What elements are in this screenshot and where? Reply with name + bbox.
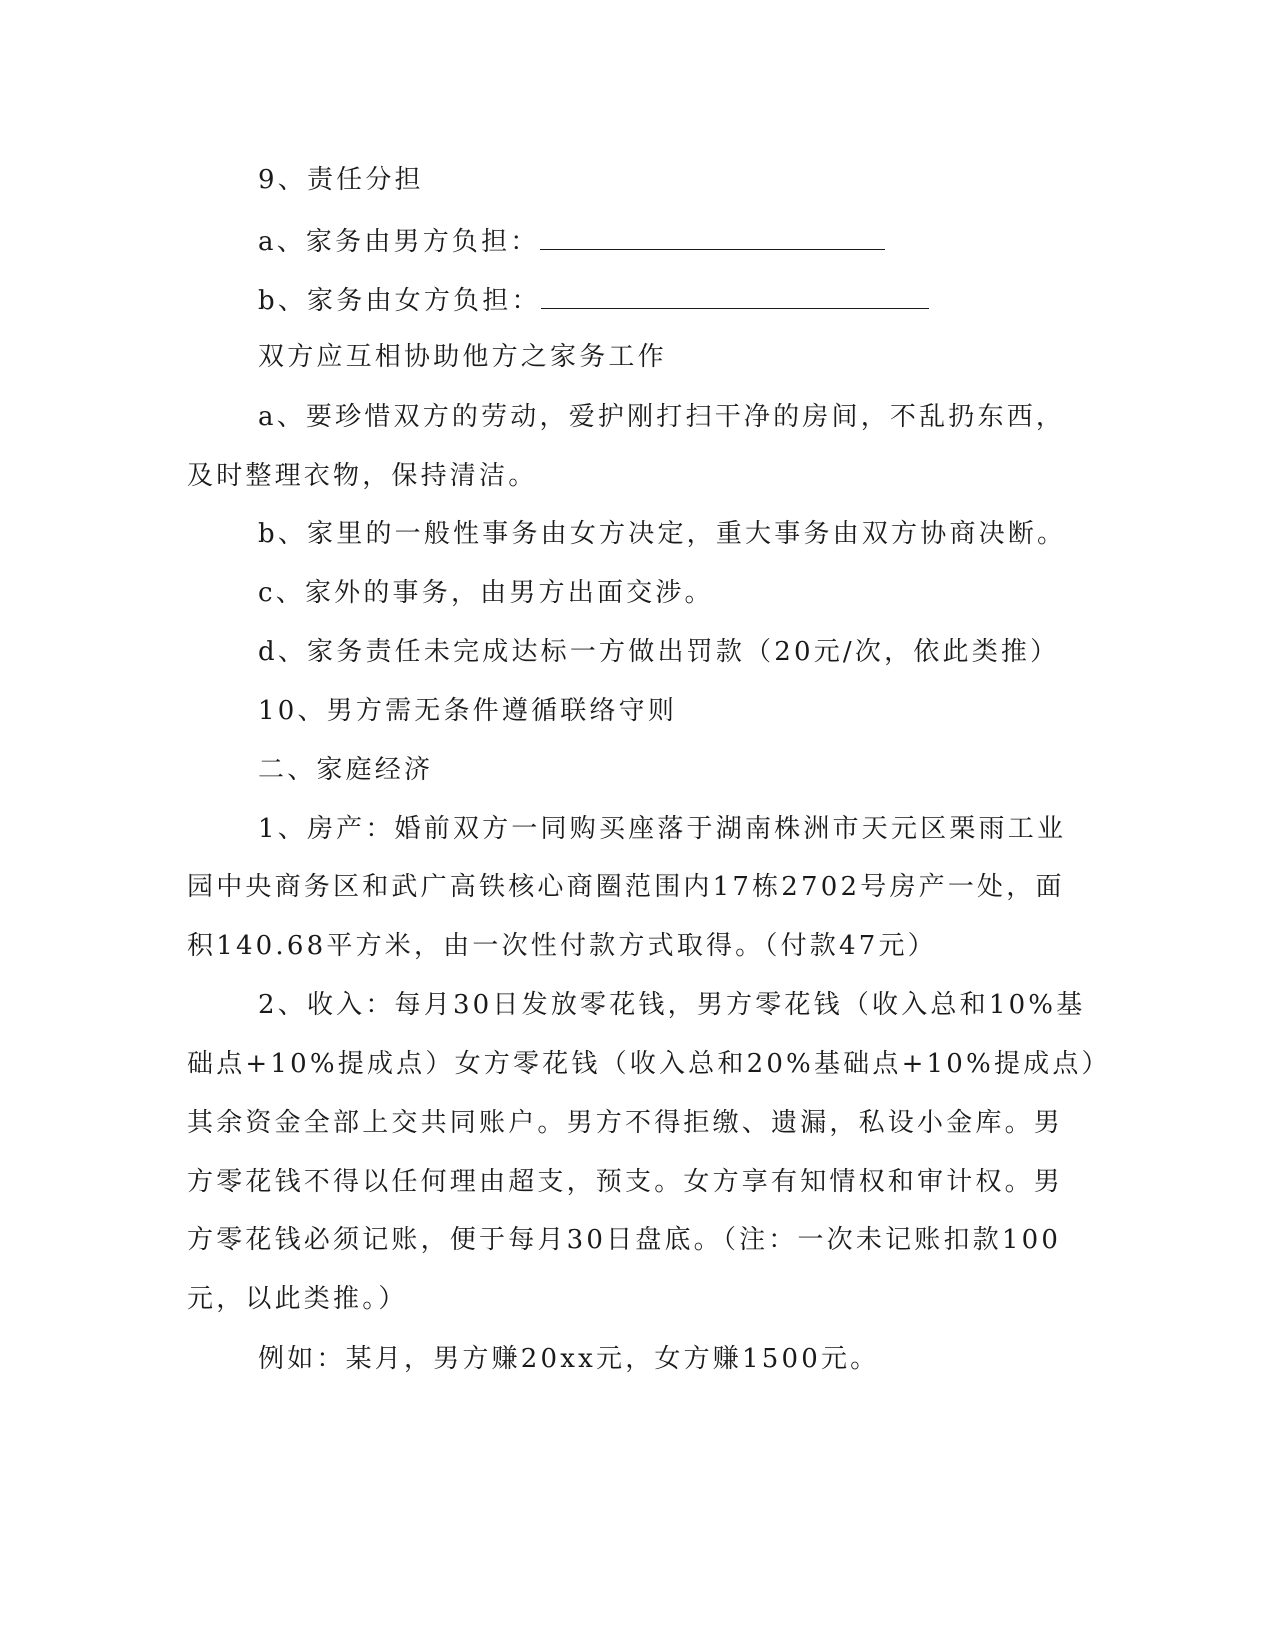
- text-line: 例如：某月，男方赚20xx元，女方赚1500元。: [258, 1344, 880, 1374]
- text-line: c、家外的事务，由男方出面交涉。: [258, 578, 714, 608]
- paragraph-line: [258, 990, 1085, 1020]
- text-line: 方零花钱不得以任何理由超支，预支。女方享有知情权和审计权。男: [187, 1167, 1064, 1197]
- text-line: 及时整理衣物，保持清洁。: [187, 461, 538, 491]
- text-line: 积140.68平方米，由一次性付款方式取得。（付款47元）: [187, 931, 937, 961]
- text-line: 1、房产：婚前双方一同购买座落于湖南株洲市天元区栗雨工业: [258, 814, 1067, 844]
- paragraph-line: [258, 402, 1065, 432]
- paragraph-line: [187, 1284, 408, 1314]
- text-line: 础点+10%提成点）女方零花钱（收入总和20%基础点+10%提成点）: [187, 1049, 1111, 1079]
- text-line: d、家务责任未完成达标一方做出罚款（20元/次，依此类推）: [258, 637, 1060, 667]
- text-line: 双方应互相协助他方之家务工作: [258, 342, 667, 372]
- paragraph-line: [187, 872, 1065, 902]
- section-heading-responsibility: [258, 165, 424, 195]
- paragraph-line: [187, 931, 937, 961]
- paragraph-line: [258, 637, 1059, 667]
- paragraph-line: [258, 342, 667, 372]
- paragraph-line: [187, 1108, 1063, 1138]
- text-line: 园中央商务区和武广高铁核心商圈范围内17栋2702号房产一处，面: [187, 872, 1065, 902]
- paragraph-line: [187, 1049, 1111, 1079]
- text-line: 其余资金全部上交共同账户。男方不得拒缴、遗漏，私设小金库。男: [187, 1108, 1064, 1138]
- fill-line-female-chores: [258, 284, 929, 316]
- section-heading-family-economy: [258, 755, 433, 785]
- text-line: 9、责任分担: [258, 165, 424, 195]
- paragraph-line: [187, 461, 537, 491]
- blank-underline[interactable]: [541, 284, 929, 309]
- paragraph-line: [187, 1225, 1061, 1255]
- paragraph-line: [258, 1344, 879, 1374]
- paragraph-line: [258, 578, 714, 608]
- text-line: a、家务由男方负担：: [258, 227, 540, 257]
- text-line: b、家里的一般性事务由女方决定，重大事务由双方协商决断。: [258, 519, 1067, 549]
- section-heading-contact-rules: [258, 696, 677, 726]
- text-line: b、家务由女方负担：: [258, 286, 541, 316]
- paragraph-line: [187, 1167, 1063, 1197]
- text-line: a、要珍惜双方的劳动，爱护刚打扫干净的房间，不乱扔东西，: [258, 402, 1066, 432]
- paragraph-line: [258, 519, 1066, 549]
- paragraph-line: [258, 814, 1066, 844]
- text-line: 10、男方需无条件遵循联络守则: [258, 696, 678, 726]
- text-line: 二、家庭经济: [258, 755, 434, 785]
- text-line: 2、收入：每月30日发放零花钱，男方零花钱（收入总和10%基: [258, 990, 1086, 1020]
- blank-underline[interactable]: [540, 225, 885, 250]
- text-line: 元，以此类推。）: [187, 1284, 408, 1314]
- text-line: 方零花钱必须记账，便于每月30日盘底。（注：一次未记账扣款100: [187, 1225, 1062, 1255]
- fill-line-male-chores: [258, 225, 885, 257]
